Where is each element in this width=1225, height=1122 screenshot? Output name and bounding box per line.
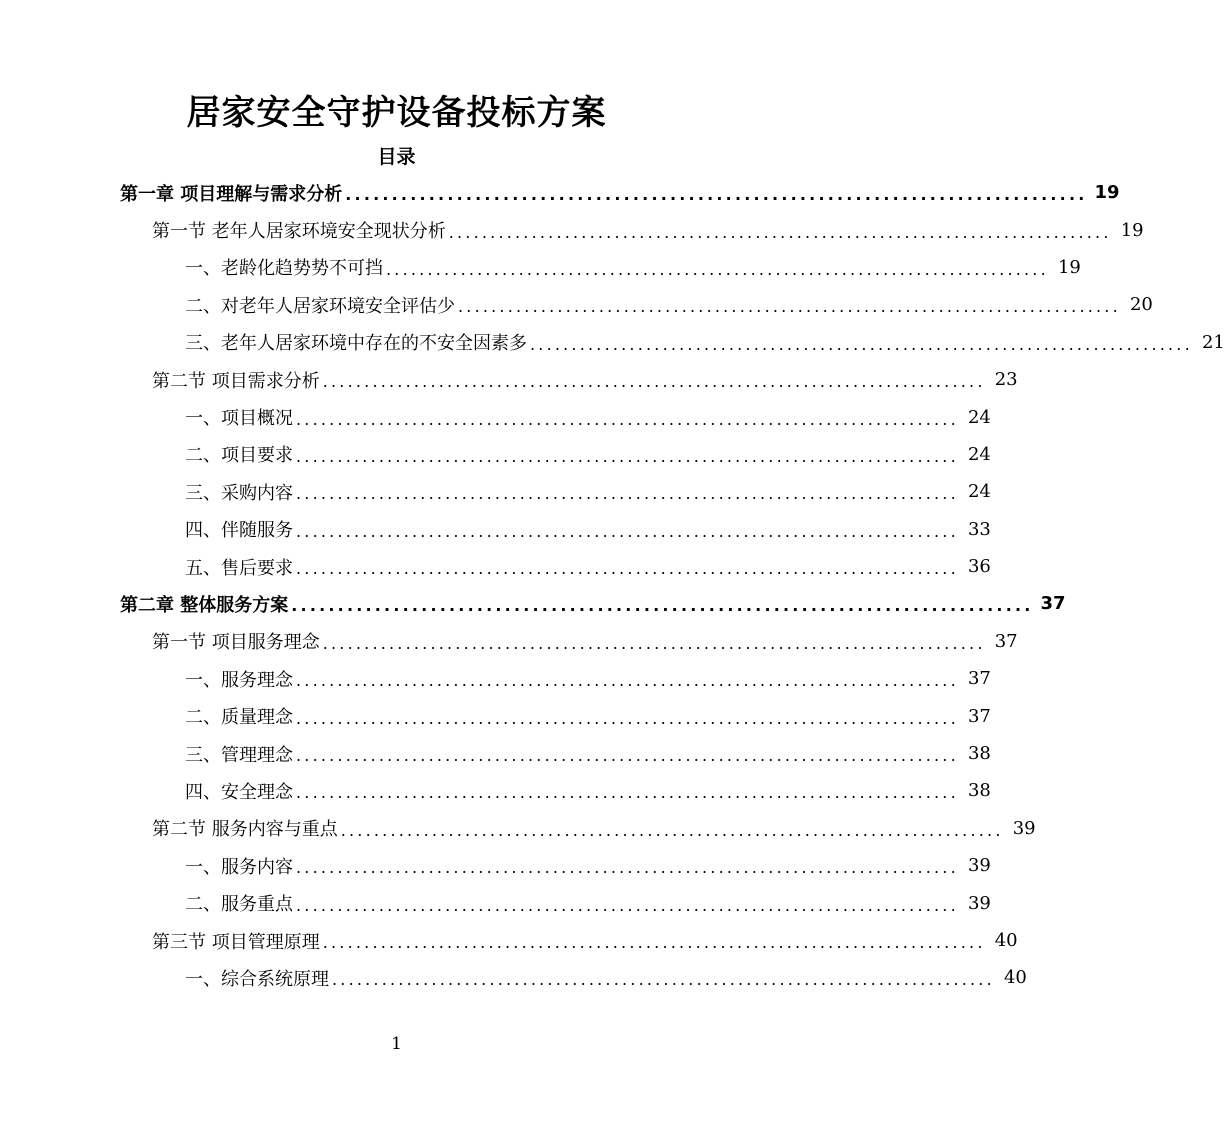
toc-leader-dots: ................................................................................ (386, 259, 1049, 279)
toc-entry[interactable] (0, 585, 1066, 622)
toc-entry-label: 二、项目要求 (185, 445, 293, 467)
toc-entry-page: 38 (967, 743, 991, 765)
toc-leader-dots: ................................................................................ (296, 559, 959, 579)
toc-entry-label: 第二章 整体服务方案 (120, 594, 289, 616)
toc-entry[interactable] (0, 660, 991, 697)
toc-entry[interactable] (0, 922, 1018, 959)
toc-entry-page: 24 (967, 443, 991, 465)
toc-entry-page: 39 (967, 855, 991, 877)
toc-entry-label: 一、项目概况 (185, 408, 293, 430)
toc-entry-label: 三、采购内容 (185, 482, 293, 504)
toc-entry-label: 一、服务内容 (185, 856, 293, 878)
toc-entry-label: 一、老龄化趋势势不可挡 (185, 258, 383, 280)
toc-entry[interactable] (0, 548, 991, 585)
toc-entry[interactable] (0, 286, 1153, 323)
toc-entry-page: 38 (967, 780, 991, 802)
toc-leader-dots: ................................................................................ (296, 484, 959, 504)
toc-entry-page: 20 (1129, 294, 1153, 316)
toc-entry-page: 40 (994, 930, 1018, 951)
toc-leader-dots: ................................................................................ (296, 895, 959, 915)
toc-entry-page: 24 (967, 481, 991, 503)
toc-leader-dots: ................................................................................ (345, 185, 1088, 205)
toc-entry-page: 24 (967, 406, 991, 428)
toc-leader-dots: ................................................................................ (322, 933, 986, 952)
toc-entry-page: 33 (967, 518, 991, 540)
toc-leader-dots: ................................................................................ (296, 708, 959, 728)
toc-entry[interactable] (0, 211, 1144, 248)
toc-leader-dots: ................................................................................ (296, 783, 959, 803)
toc-entry[interactable] (0, 735, 991, 772)
toc-entry[interactable] (0, 174, 1120, 211)
toc-leader-dots: ................................................................................ (296, 671, 959, 691)
toc-entry-label: 五、售后要求 (185, 557, 293, 579)
document-title: 居家安全守护设备投标方案 (186, 93, 607, 133)
toc-entry-label: 一、服务理念 (185, 669, 293, 691)
page-number: 1 (391, 1034, 402, 1054)
toc-entry-page: 19 (1057, 256, 1081, 278)
toc-leader-dots: ................................................................................ (340, 820, 1004, 840)
toc-entry[interactable] (0, 810, 1036, 847)
toc-entry-label: 四、伴随服务 (185, 520, 293, 542)
toc-entry-label: 第二节 服务内容与重点 (152, 819, 338, 841)
toc-entry[interactable] (0, 697, 991, 734)
toc-entry[interactable] (0, 436, 991, 473)
toc-leader-dots: ................................................................................ (296, 746, 959, 766)
table-of-contents (0, 174, 1225, 997)
toc-entry-label: 一、综合系统原理 (185, 968, 329, 990)
toc-leader-dots: ................................................................................ (332, 970, 995, 990)
toc-entry[interactable] (0, 511, 991, 548)
toc-entry-label: 第一节 老年人居家环境安全现状分析 (152, 221, 446, 243)
toc-entry[interactable] (0, 847, 991, 884)
toc-entry[interactable] (0, 959, 1027, 996)
toc-entry-page: 39 (967, 892, 991, 914)
toc-entry[interactable] (0, 398, 991, 435)
toc-entry-page: 37 (994, 630, 1018, 652)
toc-leader-dots: ................................................................................ (296, 409, 959, 429)
toc-entry[interactable] (0, 473, 991, 510)
toc-entry-page: 37 (967, 705, 991, 727)
toc-leader-dots: ................................................................................ (322, 633, 986, 653)
toc-entry-label: 二、质量理念 (185, 707, 293, 729)
toc-entry[interactable] (0, 772, 991, 809)
toc-entry[interactable] (0, 884, 991, 921)
toc-entry-page: 19 (1120, 219, 1144, 241)
toc-entry-page: 21 (1201, 331, 1225, 353)
toc-leader-dots: ................................................................................ (458, 297, 1121, 317)
toc-entry[interactable] (0, 324, 1225, 361)
toc-entry-page: 39 (1012, 817, 1036, 839)
toc-entry-page: 19 (1094, 182, 1120, 204)
toc-leader-dots: ................................................................................ (296, 446, 959, 466)
toc-entry-label: 二、服务重点 (185, 894, 293, 916)
toc-entry-label: 第二节 项目需求分析 (152, 370, 320, 392)
toc-entry-page: 23 (994, 369, 1018, 391)
toc-leader-dots: ................................................................................ (530, 334, 1193, 354)
toc-entry[interactable] (0, 623, 1018, 660)
toc-entry-label: 第一章 项目理解与需求分析 (120, 183, 343, 205)
toc-heading: 目录 (377, 146, 416, 168)
toc-entry-label: 第三节 项目管理原理 (152, 931, 320, 953)
toc-leader-dots: ................................................................................ (296, 521, 959, 541)
toc-leader-dots: ................................................................................ (448, 222, 1112, 242)
toc-entry[interactable] (0, 249, 1081, 286)
toc-entry-label: 第一节 项目服务理念 (152, 632, 320, 654)
toc-entry-page: 36 (967, 556, 991, 578)
toc-entry-label: 三、管理理念 (185, 744, 293, 766)
toc-entry-page: 37 (1040, 593, 1066, 615)
toc-entry-label: 三、老年人居家环境中存在的不安全因素多 (185, 333, 527, 355)
toc-entry-page: 40 (1003, 967, 1027, 989)
toc-leader-dots: ................................................................................ (291, 596, 1034, 616)
toc-leader-dots: ................................................................................ (296, 858, 959, 878)
toc-entry[interactable] (0, 361, 1018, 398)
toc-entry-label: 二、对老年人居家环境安全评估少 (185, 295, 455, 317)
toc-entry-page: 37 (967, 668, 991, 690)
toc-leader-dots: ................................................................................ (322, 372, 986, 392)
toc-entry-label: 四、安全理念 (185, 781, 293, 803)
